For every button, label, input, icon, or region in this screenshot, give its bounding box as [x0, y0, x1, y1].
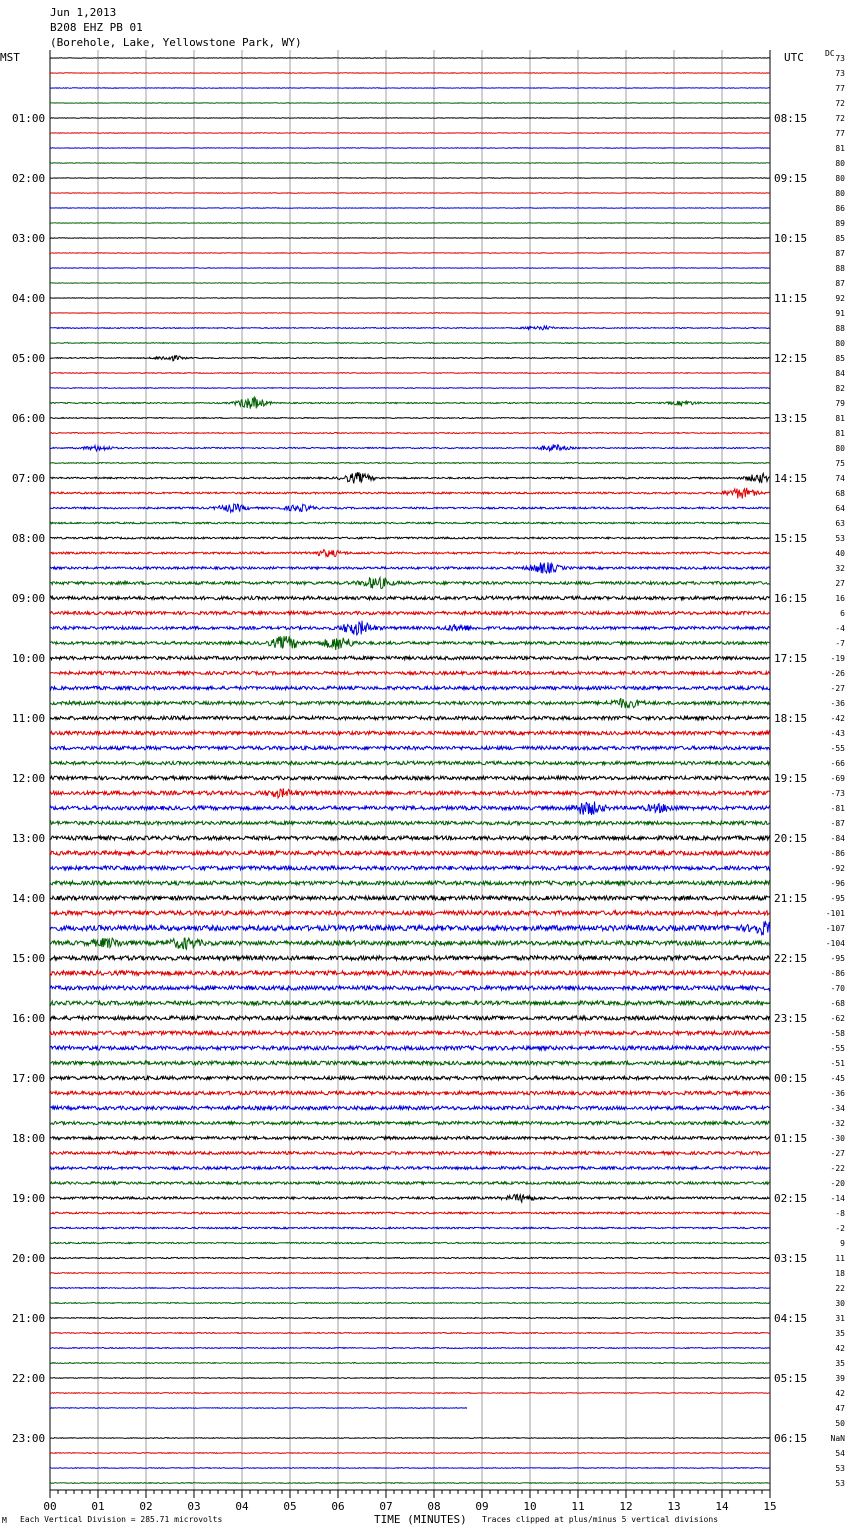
dc-offset-value: 88 — [835, 324, 845, 333]
trace-row — [50, 163, 770, 164]
header — [50, 6, 302, 49]
left-hour-label: 12:00 — [12, 772, 46, 785]
right-hour-label: 05:15 — [774, 1372, 808, 1385]
dc-offset-value: 35 — [835, 1359, 845, 1368]
trace-row — [50, 1194, 770, 1202]
x-tick-label: 10 — [523, 1500, 537, 1513]
left-hour-label: 21:00 — [12, 1312, 46, 1325]
dc-offset-value: -32 — [830, 1119, 845, 1128]
trace-row — [50, 463, 770, 464]
dc-offset-value: 32 — [835, 564, 845, 573]
station-location: (Borehole, Lake, Yellowstone Park, WY) — [50, 36, 302, 49]
footer — [2, 1513, 718, 1526]
dc-offset-column — [826, 54, 845, 1488]
left-hour-label: 08:00 — [12, 532, 46, 545]
dc-offset-value: 22 — [835, 1284, 845, 1293]
dc-offset-value: -62 — [830, 1014, 845, 1023]
trace-row — [50, 1137, 770, 1140]
dc-offset-value: -26 — [830, 669, 845, 678]
clip-note: Traces clipped at plus/minus 5 vertical divisions — [482, 1515, 719, 1524]
left-hour-label: 03:00 — [12, 232, 46, 245]
trace-row — [50, 504, 770, 512]
time-axis — [43, 1490, 776, 1513]
left-hour-label: 18:00 — [12, 1132, 46, 1145]
trace-row — [50, 1061, 770, 1065]
trace-row — [50, 445, 770, 451]
trace-row — [50, 268, 770, 269]
dc-offset-value: 92 — [835, 294, 845, 303]
trace-row — [50, 313, 770, 314]
right-hour-label: 08:15 — [774, 112, 808, 125]
dc-offset-value: 73 — [835, 69, 845, 78]
right-hour-label: 12:15 — [774, 352, 808, 365]
dc-offset-value: -66 — [830, 759, 845, 768]
trace-row — [50, 921, 770, 935]
trace-row — [50, 1303, 770, 1304]
dc-offset-value: -86 — [830, 969, 845, 978]
trace-row — [50, 208, 770, 209]
trace-row — [50, 776, 770, 780]
dc-offset-value: 35 — [835, 1329, 845, 1338]
left-hour-label: 16:00 — [12, 1012, 46, 1025]
right-timezone-label: UTC — [784, 51, 804, 64]
station-code: B208 EHZ PB 01 — [50, 21, 143, 34]
dc-offset-value: -7 — [835, 639, 845, 648]
trace-row — [50, 1273, 770, 1274]
trace-row — [50, 562, 770, 573]
right-hour-label: 10:15 — [774, 232, 808, 245]
dc-offset-value: -30 — [830, 1134, 845, 1143]
left-hour-label: 17:00 — [12, 1072, 46, 1085]
right-hour-label: 09:15 — [774, 172, 808, 185]
dc-offset-value: 84 — [835, 369, 845, 378]
trace-row — [50, 686, 770, 689]
dc-offset-value: 74 — [835, 474, 845, 483]
dc-offset-value: 91 — [835, 309, 845, 318]
dc-offset-value: -55 — [830, 744, 845, 753]
trace-row — [50, 472, 770, 483]
right-hour-label: 16:15 — [774, 592, 808, 605]
dc-offset-value: 89 — [835, 219, 845, 228]
trace-row — [50, 1016, 770, 1020]
right-hour-label: 18:15 — [774, 712, 808, 725]
x-tick-label: 12 — [619, 1500, 633, 1513]
trace-row — [50, 611, 770, 614]
dc-offset-value: 50 — [835, 1419, 845, 1428]
trace-row — [50, 355, 770, 360]
trace-row — [50, 1046, 770, 1050]
trace-row — [50, 58, 770, 59]
trace-row — [50, 1242, 770, 1243]
dc-offset-value: 53 — [835, 1479, 845, 1488]
trace-row — [50, 1333, 770, 1334]
trace-row — [50, 1106, 770, 1110]
dc-offset-value: 80 — [835, 174, 845, 183]
left-hour-label: 02:00 — [12, 172, 46, 185]
trace-row — [50, 1393, 770, 1394]
x-tick-label: 03 — [187, 1500, 201, 1513]
dc-offset-value: -87 — [830, 819, 845, 828]
dc-offset-value: -43 — [830, 729, 845, 738]
dc-offset-value: -92 — [830, 864, 845, 873]
trace-row — [50, 118, 770, 119]
dc-offset-value: -84 — [830, 834, 845, 843]
left-hour-label: 07:00 — [12, 472, 46, 485]
trace-row — [50, 193, 770, 194]
left-hour-label: 13:00 — [12, 832, 46, 845]
dc-offset-value: 87 — [835, 279, 845, 288]
trace-row — [50, 881, 770, 885]
trace-row — [50, 433, 770, 434]
dc-offset-value: 81 — [835, 414, 845, 423]
dc-offset-value: 39 — [835, 1374, 845, 1383]
left-hour-label: 01:00 — [12, 112, 46, 125]
trace-row — [50, 986, 770, 990]
left-hour-label: 19:00 — [12, 1192, 46, 1205]
trace-row — [50, 1378, 770, 1379]
trace-row — [50, 821, 770, 825]
trace-row — [50, 836, 770, 840]
trace-row — [50, 1212, 770, 1214]
dc-offset-value: 87 — [835, 249, 845, 258]
dc-offset-value: -86 — [830, 849, 845, 858]
dc-offset-value: -101 — [825, 909, 845, 918]
x-tick-label: 05 — [283, 1500, 297, 1513]
trace-row — [50, 938, 770, 949]
dc-offset-value: -96 — [830, 879, 845, 888]
right-hour-label: 11:15 — [774, 292, 808, 305]
dc-offset-value: 80 — [835, 189, 845, 198]
trace-row — [50, 488, 770, 499]
right-hour-label: 04:15 — [774, 1312, 808, 1325]
right-hour-label: 01:15 — [774, 1132, 808, 1145]
trace-row — [50, 326, 770, 330]
left-hour-label: 05:00 — [12, 352, 46, 365]
x-tick-label: 14 — [715, 1500, 729, 1513]
trace-row — [50, 1031, 770, 1035]
dc-offset-value: 79 — [835, 399, 845, 408]
x-tick-label: 00 — [43, 1500, 57, 1513]
dc-offset-value: 81 — [835, 144, 845, 153]
dc-offset-value: -4 — [835, 624, 845, 633]
dc-offset-value: -19 — [830, 654, 845, 663]
dc-offset-value: -95 — [830, 954, 845, 963]
dc-offset-value: 47 — [835, 1404, 845, 1413]
trace-row — [50, 1227, 770, 1229]
right-hour-label: 15:15 — [774, 532, 808, 545]
left-hour-label: 04:00 — [12, 292, 46, 305]
x-tick-label: 04 — [235, 1500, 249, 1513]
trace-row — [50, 802, 770, 815]
dc-offset-value: 80 — [835, 159, 845, 168]
left-hour-label: 23:00 — [12, 1432, 46, 1445]
dc-offset-value: 42 — [835, 1344, 845, 1353]
dc-offset-value: -2 — [835, 1224, 845, 1233]
dc-offset-value: 31 — [835, 1314, 845, 1323]
dc-offset-value: -27 — [830, 1149, 845, 1158]
trace-row — [50, 1001, 770, 1005]
right-hour-label: 19:15 — [774, 772, 808, 785]
left-hour-label: 06:00 — [12, 412, 46, 425]
dc-offset-value: -73 — [830, 789, 845, 798]
dc-offset-value: 27 — [835, 579, 845, 588]
right-hour-label: 20:15 — [774, 832, 808, 845]
dc-offset-value: 16 — [835, 594, 845, 603]
trace-row — [50, 746, 770, 750]
left-hour-label: 14:00 — [12, 892, 46, 905]
trace-row — [50, 238, 770, 239]
left-hour-label: 09:00 — [12, 592, 46, 605]
dc-offset-value: 80 — [835, 339, 845, 348]
right-hour-label: 00:15 — [774, 1072, 808, 1085]
trace-row — [50, 731, 770, 735]
trace-row — [50, 418, 770, 419]
dc-offset-value: -55 — [830, 1044, 845, 1053]
dc-offset-header: DC — [825, 49, 835, 58]
dc-offset-value: -34 — [830, 1104, 845, 1113]
trace-row — [50, 373, 770, 374]
x-tick-label: 13 — [667, 1500, 681, 1513]
trace-row — [50, 388, 770, 389]
dc-offset-value: 63 — [835, 519, 845, 528]
dc-offset-value: 80 — [835, 444, 845, 453]
dc-offset-value: -81 — [830, 804, 845, 813]
dc-offset-value: 11 — [835, 1254, 845, 1263]
dc-offset-value: 53 — [835, 1464, 845, 1473]
dc-offset-value: 42 — [835, 1389, 845, 1398]
trace-row — [50, 253, 770, 254]
right-hour-label: 23:15 — [774, 1012, 808, 1025]
x-tick-label: 02 — [139, 1500, 153, 1513]
trace-row — [50, 956, 770, 960]
dc-offset-value: 77 — [835, 84, 845, 93]
dc-offset-value: -51 — [830, 1059, 845, 1068]
x-tick-label: 15 — [763, 1500, 777, 1513]
dc-offset-value: 77 — [835, 129, 845, 138]
trace-row — [50, 1483, 770, 1484]
dc-offset-value: 73 — [835, 54, 845, 63]
trace-row — [50, 851, 770, 855]
trace-row — [50, 522, 770, 524]
trace-row — [50, 896, 770, 900]
dc-offset-value: -107 — [825, 924, 845, 933]
dc-offset-value: -69 — [830, 774, 845, 783]
dc-offset-value: 54 — [835, 1449, 845, 1458]
dc-offset-value: -27 — [830, 684, 845, 693]
scale-note: Each Vertical Division = 285.71 microvolts — [20, 1515, 223, 1524]
trace-row — [50, 537, 770, 539]
trace-row — [50, 596, 770, 599]
trace-row — [50, 1091, 770, 1095]
dc-offset-value: -95 — [830, 894, 845, 903]
dc-offset-value: NaN — [830, 1434, 845, 1443]
dc-offset-value: -68 — [830, 999, 845, 1008]
left-hour-label: 10:00 — [12, 652, 46, 665]
trace-row — [50, 88, 770, 89]
dc-offset-value: -36 — [830, 699, 845, 708]
trace-row — [50, 1152, 770, 1155]
dc-offset-value: 85 — [835, 234, 845, 243]
dc-offset-value: 81 — [835, 429, 845, 438]
right-hour-label: 14:15 — [774, 472, 808, 485]
dc-offset-value: 82 — [835, 384, 845, 393]
right-hour-label: 22:15 — [774, 952, 808, 965]
right-hour-label: 17:15 — [774, 652, 808, 665]
trace-row — [50, 578, 770, 589]
dc-offset-value: 68 — [835, 489, 845, 498]
trace-row — [50, 1076, 770, 1080]
dc-offset-value: -58 — [830, 1029, 845, 1038]
trace-row — [50, 1363, 770, 1364]
trace-row — [50, 636, 770, 650]
trace-row — [50, 103, 770, 104]
x-tick-label: 08 — [427, 1500, 441, 1513]
x-tick-label: 07 — [379, 1500, 393, 1513]
trace-row — [50, 621, 770, 636]
left-hour-label: 20:00 — [12, 1252, 46, 1265]
dc-offset-value: -45 — [830, 1074, 845, 1083]
right-hour-label: 06:15 — [774, 1432, 808, 1445]
trace-row — [50, 971, 770, 975]
x-tick-label: 06 — [331, 1500, 345, 1513]
record-date: Jun 1,2013 — [50, 6, 117, 19]
dc-offset-value: 53 — [835, 534, 845, 543]
trace-row — [50, 1468, 770, 1469]
trace-row — [50, 671, 770, 674]
dc-offset-value: 72 — [835, 114, 845, 123]
left-hour-label: 15:00 — [12, 952, 46, 965]
dc-offset-value: -104 — [825, 939, 845, 948]
trace-row — [50, 1182, 770, 1185]
dc-offset-value: -36 — [830, 1089, 845, 1098]
trace-row — [50, 1318, 770, 1319]
trace-row — [50, 1167, 770, 1170]
trace-row — [50, 1438, 770, 1439]
dc-offset-value: -14 — [830, 1194, 845, 1203]
dc-offset-value: 75 — [835, 459, 845, 468]
trace-row — [50, 397, 770, 409]
right-hour-label: 03:15 — [774, 1252, 808, 1265]
x-axis-title: TIME (MINUTES) — [374, 1513, 467, 1526]
trace-row — [50, 866, 770, 870]
trace-row — [50, 343, 770, 344]
dc-offset-value: 88 — [835, 264, 845, 273]
dc-offset-value: 85 — [835, 354, 845, 363]
trace-row — [50, 178, 770, 179]
trace-row — [50, 716, 770, 720]
right-hour-label: 02:15 — [774, 1192, 808, 1205]
right-hour-label: 13:15 — [774, 412, 808, 425]
trace-row — [50, 1453, 770, 1454]
trace-row — [50, 656, 770, 659]
trace-row — [50, 133, 770, 134]
dc-offset-value: 86 — [835, 204, 845, 213]
x-tick-label: 01 — [91, 1500, 105, 1513]
dc-offset-value: -8 — [835, 1209, 845, 1218]
dc-offset-value: 72 — [835, 99, 845, 108]
dc-offset-value: -20 — [830, 1179, 845, 1188]
trace-row — [50, 283, 770, 284]
trace-row — [50, 1408, 467, 1409]
trace-row — [50, 788, 770, 798]
trace-row — [50, 911, 770, 915]
trace-row — [50, 1288, 770, 1289]
trace-row — [50, 761, 770, 764]
dc-offset-value: 6 — [840, 609, 845, 618]
right-hour-label: 21:15 — [774, 892, 808, 905]
x-tick-label: 09 — [475, 1500, 489, 1513]
trace-row — [50, 1121, 770, 1124]
minute-gridlines — [50, 50, 770, 1490]
dc-offset-value: 18 — [835, 1269, 845, 1278]
trace-row — [50, 73, 770, 74]
trace-row — [50, 698, 770, 708]
footer-mark: M — [2, 1516, 7, 1525]
left-hour-label: 11:00 — [12, 712, 46, 725]
trace-row — [50, 223, 770, 224]
dc-offset-value: -70 — [830, 984, 845, 993]
trace-row — [50, 298, 770, 299]
trace-row — [50, 1348, 770, 1349]
dc-offset-value: 40 — [835, 549, 845, 558]
dc-offset-value: 9 — [840, 1239, 845, 1248]
x-tick-label: 11 — [571, 1500, 585, 1513]
left-timezone-label: MST — [0, 51, 20, 64]
trace-row — [50, 550, 770, 557]
seismic-traces — [50, 58, 770, 1484]
dc-offset-value: 64 — [835, 504, 845, 513]
dc-offset-value: -42 — [830, 714, 845, 723]
dc-offset-value: 30 — [835, 1299, 845, 1308]
trace-row — [50, 148, 770, 149]
trace-row — [50, 1257, 770, 1258]
dc-offset-value: -22 — [830, 1164, 845, 1173]
left-hour-label: 22:00 — [12, 1372, 46, 1385]
